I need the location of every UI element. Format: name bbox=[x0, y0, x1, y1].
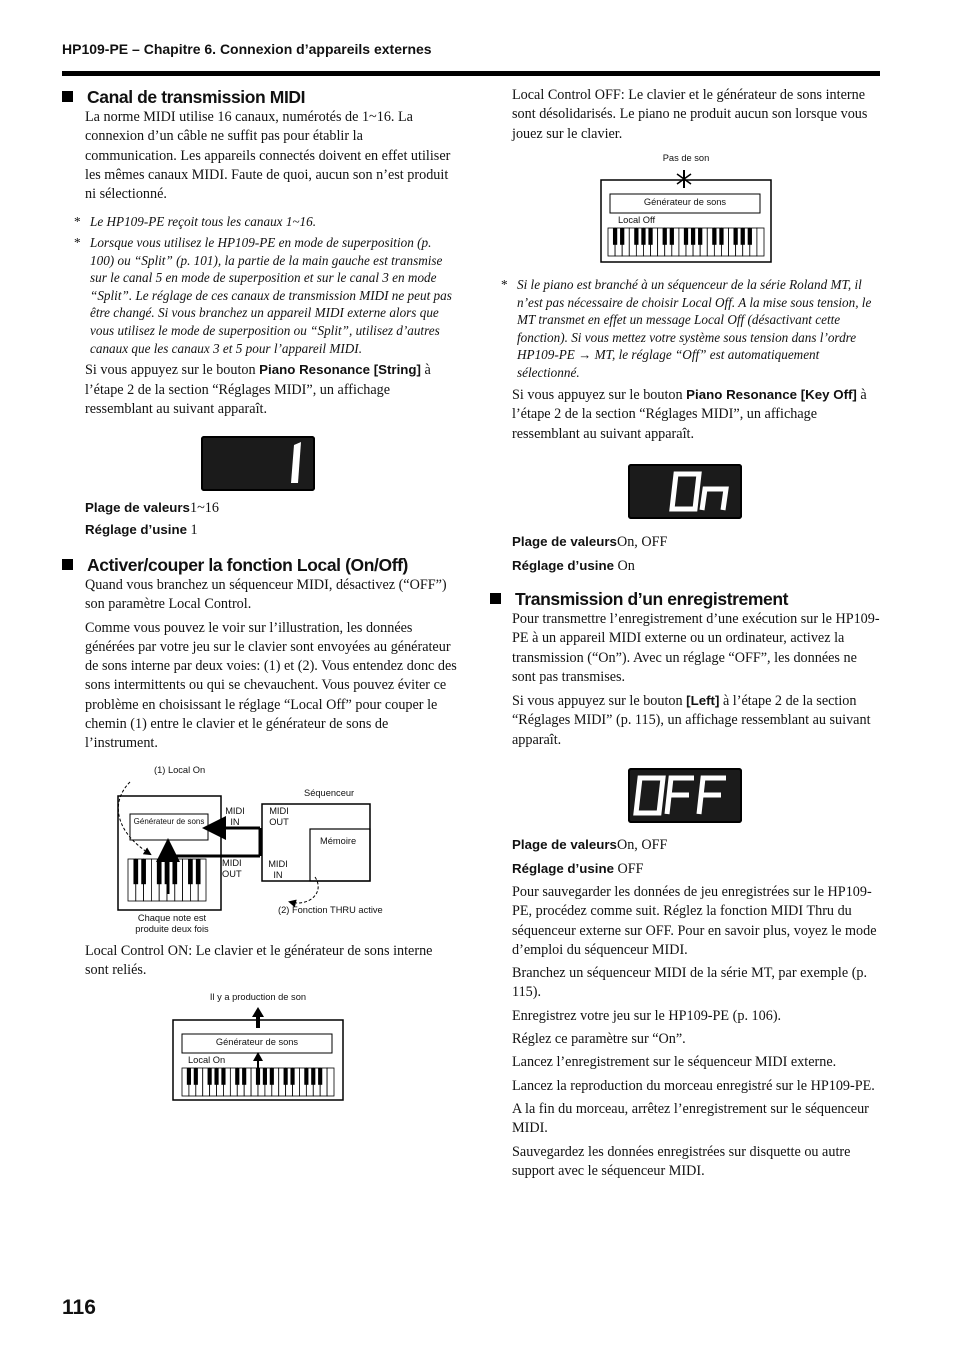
paragraph: Pour sauvegarder les données de jeu enregistrées sur le HP109-PE, procédez comme suit. Réglez la fonction MIDI Thru du séquenceur externe sur OFF. Pour en savoir plus, voyez le mode d’emploi du séquenceur MIDI. bbox=[512, 884, 877, 958]
paragraph: Si vous appuyez sur le bouton [Left] à l’étape 2 de la section “Réglages MIDI” (p. 115), un affichage ressemblant au suivant apparaît. bbox=[512, 693, 871, 748]
value-range: Plage de valeursOn, OFF bbox=[512, 837, 668, 853]
section-title-transmission: Transmission d’un enregistrement bbox=[490, 588, 882, 610]
figure-local-on: Il y a production de son Générateur de sons Local On bbox=[172, 990, 344, 1114]
section-title-local: Activer/couper la fonction Local (On/Off) bbox=[62, 554, 457, 576]
paragraph: Lancez l’enregistrement sur le séquenceur MIDI externe. bbox=[512, 1054, 837, 1071]
lcd-digit-1 bbox=[201, 436, 315, 491]
paragraph: A la fin du morceau, arrêtez l’enregistrement sur le séquenceur MIDI. bbox=[512, 1100, 869, 1137]
lcd-display bbox=[628, 464, 742, 519]
right-column bbox=[512, 86, 882, 144]
paragraph: Si vous appuyez sur le bouton Piano Resonance [String] à l’étape 2 de la section “Réglages MIDI”, un affichage ressemblant au suivant apparaît. bbox=[85, 362, 431, 417]
left-column bbox=[62, 86, 457, 419]
paragraph: Local Control ON: Le clavier et le générateur de sons interne sont reliés. bbox=[85, 943, 433, 979]
header-rule bbox=[62, 71, 880, 76]
figure-local-off: Pas de son Générateur de sons Local Off bbox=[600, 150, 772, 275]
paragraph: Réglez ce paramètre sur “On”. bbox=[512, 1031, 686, 1048]
lcd-text-on bbox=[628, 464, 742, 519]
paragraph: Comme vous pouvez le voir sur l’illustration, les données générées par votre jeu sur le clavier sont envoyées au générateur de sons interne par deux voies: (1) et (2). Vous entendez donc des sons intermittents ou qui se chevauchent. Vous pouvez éviter ce problème en choisissant le réglage “Local Off” pour couper le chemin (1) entre le clavier et le générateur de sons de l’instrument. bbox=[85, 619, 457, 752]
running-header: HP109-PE – Chapitre 6. Connexion d’appareils externes bbox=[62, 41, 432, 57]
lcd-display bbox=[201, 436, 315, 491]
figure-local-on-sequencer: (1) Local On Séquenceur MIDI IN MIDI OUT Générateur de sons Mémoire MIDI OUT MIDI IN (2) Fonction THRU active Chaque note est produite deux fois bbox=[110, 762, 400, 937]
paragraph: Lancez la reproduction du morceau enregistré sur le HP109-PE. bbox=[512, 1077, 875, 1094]
paragraph: Enregistrez votre jeu sur le HP109-PE (p. 106). bbox=[512, 1007, 782, 1024]
square-bullet-icon bbox=[62, 559, 73, 570]
section-title-midi-channel: Canal de transmission MIDI bbox=[62, 86, 457, 108]
value-range: Plage de valeursOn, OFF bbox=[512, 534, 668, 550]
note: * Le HP109-PE reçoit tous les canaux 1~16. bbox=[74, 214, 317, 230]
factory-default: Réglage d’usine On bbox=[512, 558, 635, 574]
factory-default: Réglage d’usine OFF bbox=[512, 861, 644, 877]
paragraph: Local Control OFF: Le clavier et le générateur de sons interne sont désolidarisés. Le piano ne produit aucun son lorsque vous jouez sur le clavier. bbox=[512, 87, 868, 142]
value-range: Plage de valeurs1~16 bbox=[85, 500, 219, 516]
paragraph: Sauvegardez les données enregistrées sur disquette ou autre support avec le séquenceur MIDI. bbox=[512, 1143, 851, 1179]
paragraph: Quand vous branchez un séquenceur MIDI, désactivez (“OFF”) son paramètre Local Control. bbox=[85, 577, 447, 613]
square-bullet-icon bbox=[62, 91, 73, 102]
paragraph: Si vous appuyez sur le bouton Piano Resonance [Key Off] à l’étape 2 de la section “Réglages MIDI”, un affichage ressemblant au suivant apparaît. bbox=[512, 387, 867, 442]
lcd-display bbox=[628, 768, 742, 823]
paragraph: La norme MIDI utilise 16 canaux, numérotés de 1~16. La connexion d’un câble ne suffit pas pour établir la communication. Les appareils connectés doivent en effet utiliser les mêmes canaux MIDI. Faute de quoi, aucun son n’est produit ni sélectionné. bbox=[85, 109, 451, 203]
square-bullet-icon bbox=[490, 593, 501, 604]
lcd-text-off bbox=[628, 768, 742, 823]
note: * Si le piano est branché à un séquenceur de la série Roland MT, il n’est pas nécessaire de choisir Local Off. A la mise sous tension, le MT transmet en effet un message Local Off (désactivant cette fonction). Si vous mettez votre système sous tension dans l’ordre HP109-PE → MT, le réglage “Off” est automatiquement sélectionné. bbox=[501, 277, 872, 380]
factory-default: Réglage d’usine 1 bbox=[85, 522, 198, 538]
page-number: 116 bbox=[62, 1296, 96, 1319]
paragraph: Branchez un séquenceur MIDI de la série MT, par exemple (p. 115). bbox=[512, 965, 868, 1001]
paragraph: Pour transmettre l’enregistrement d’une exécution sur le HP109-PE à un appareil MIDI externe ou un ordinateur, activez la transmission (“On”). Avec un réglage “OFF”, les données ne sont pas transmises. bbox=[512, 611, 880, 685]
note: * Lorsque vous utilisez le HP109-PE en mode de superposition (p. 100) ou “Split” (p. 101), la partie de la main gauche est transmise sur le canal 5 en mode de superposition et sur le canal 3 en mode “Split”. Le réglage de ces canaux de transmission MIDI ne peut pas être changé. Si vous branchez un appareil MIDI externe alors que vous utilisez le mode de superposition ou “Split”, utilisez d’autres canaux que les canaux 3 et 5 pour l’appareil MIDI. bbox=[74, 235, 452, 356]
